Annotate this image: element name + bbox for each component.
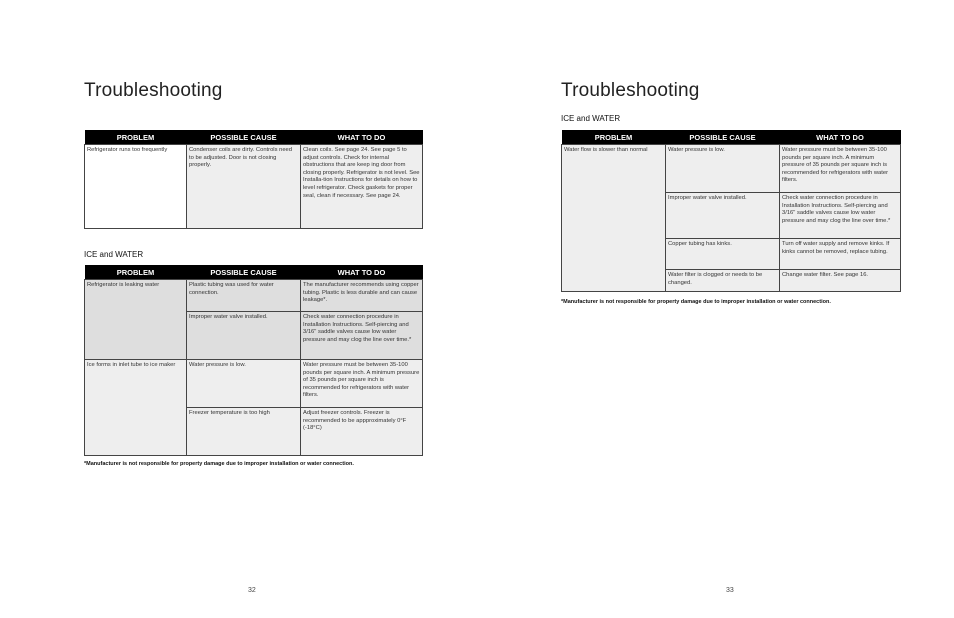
cause-cell: Condenser coils are dirty. Controls need to be adjusted. Door is not closing properly. — [187, 145, 301, 229]
right-page — [477, 0, 954, 618]
header-possible-cause: POSSIBLE CAUSE — [187, 265, 301, 280]
todo-cell: Clean coils. See page 24. See page 5 to adjust controls. Check for internal obstructions that are keep ing door from closing properly. Refrigerator is not level. See Installa-tion Instructions for details on how to level refrigerator. Check gaskets for proper seal, clean if necessary. See page 24. — [301, 145, 423, 229]
header-what-to-do: WHAT TO DO — [301, 265, 423, 280]
todo-cell: Water pressure must be between 35-100 pounds per square inch. A minimum pressure of 35 pounds per square inch is recommended for refrigerators with water filters. — [301, 360, 423, 408]
table-row — [562, 145, 901, 193]
cause-cell: Water pressure is low. — [187, 360, 301, 408]
todo-cell: Change water filter. See page 16. — [780, 270, 901, 292]
troubleshooting-table-general — [84, 130, 423, 229]
header-problem: PROBLEM — [85, 265, 187, 280]
cause-cell: Plastic tubing was used for water connection. — [187, 280, 301, 312]
problem-cell: Water flow is slower than normal — [562, 145, 666, 292]
header-what-to-do: WHAT TO DO — [301, 130, 423, 145]
header-possible-cause: POSSIBLE CAUSE — [666, 130, 780, 145]
cause-cell: Water filter is clogged or needs to be changed. — [666, 270, 780, 292]
page-number: 33 — [726, 587, 734, 594]
section-label: ICE and WATER — [84, 250, 144, 259]
todo-cell: Check water connection procedure in Installation Instructions. Self-piercing and 3/16" saddle valves cause low water pressure and may clog the line over time.* — [780, 193, 901, 239]
table-row — [85, 360, 423, 408]
problem-cell: Refrigerator runs too frequently — [85, 145, 187, 229]
cause-cell: Improper water valve installed. — [187, 312, 301, 360]
header-what-to-do: WHAT TO DO — [780, 130, 901, 145]
problem-cell: Refrigerator is leaking water — [85, 280, 187, 360]
todo-cell: The manufacturer recommends using copper tubing. Plastic is less durable and can cause leakage*. — [301, 280, 423, 312]
table-header-row — [85, 265, 423, 280]
todo-cell: Water pressure must be between 35-100 pounds per square inch. A minimum pressure of 35 pounds per square inch is recommended for refrigerators with water filters. — [780, 145, 901, 193]
problem-cell: Ice forms in inlet tube to ice maker — [85, 360, 187, 456]
cause-cell: Copper tubing has kinks. — [666, 239, 780, 270]
todo-cell: Check water connection procedure in Installation Instructions. Self-piercing and 3/16" saddle valves cause low water pressure and may clog the line over time.* — [301, 312, 423, 360]
cause-cell: Freezer temperature is too high — [187, 408, 301, 456]
table-row — [85, 145, 423, 229]
footnote: *Manufacturer is not responsible for property damage due to improper installation or water connection. — [84, 461, 354, 467]
cause-cell: Water pressure is low. — [666, 145, 780, 193]
table-header-row — [85, 130, 423, 145]
header-problem: PROBLEM — [85, 130, 187, 145]
page-title: Troubleshooting — [561, 80, 700, 101]
header-problem: PROBLEM — [562, 130, 666, 145]
footnote: *Manufacturer is not responsible for property damage due to improper installation or water connection. — [561, 299, 831, 305]
todo-cell: Adjust freezer controls. Freezer is recommended to be appproximately 0°F (-18°C) — [301, 408, 423, 456]
header-possible-cause: POSSIBLE CAUSE — [187, 130, 301, 145]
cause-cell: Improper water valve installed. — [666, 193, 780, 239]
page-title: Troubleshooting — [84, 80, 223, 101]
table-header-row — [562, 130, 901, 145]
troubleshooting-table-ice-water — [84, 265, 423, 456]
troubleshooting-table-ice-water — [561, 130, 901, 292]
todo-cell: Turn off water supply and remove kinks. If kinks cannot be removed, replace tubing. — [780, 239, 901, 270]
section-label: ICE and WATER — [561, 114, 621, 123]
page-number: 32 — [248, 587, 256, 594]
table-row — [85, 280, 423, 312]
